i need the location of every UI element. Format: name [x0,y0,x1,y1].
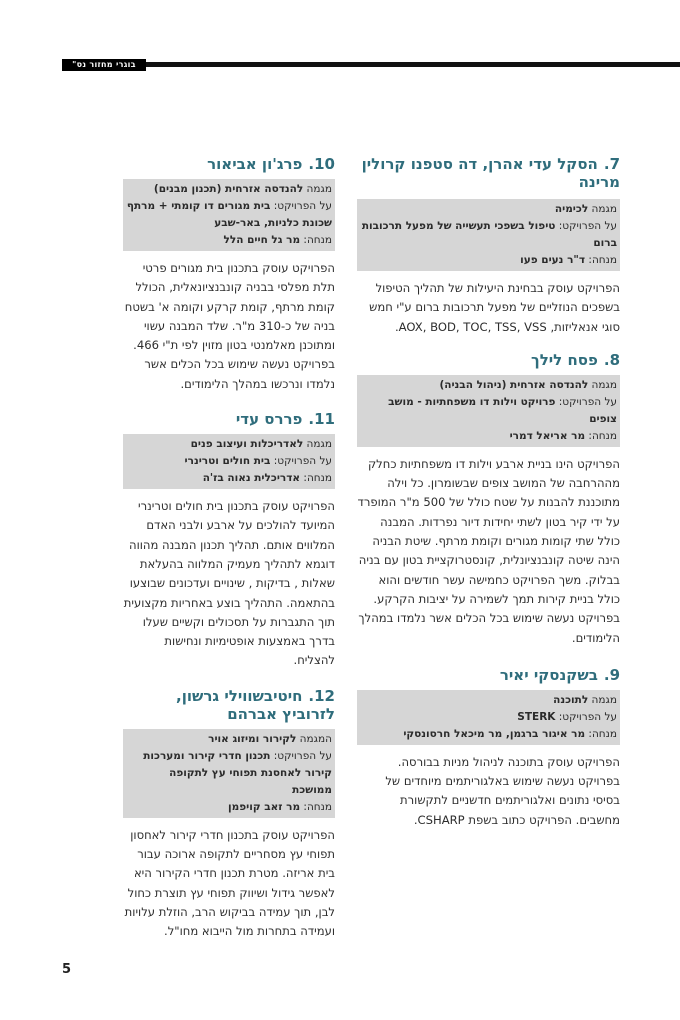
header-bar [62,62,680,67]
project-description: הפרויקט הינו בניית ארבע וילות דו משפחתיות כחלק מההרחבה של המושב צופים שבשומרון. כל וילה מתוכננת להבנות על שטח כולל של 500 מ"ר המופרד על ידי קיר בטון לשתי יחידות דיור נפרדות. המבנה כולל שתי קומות מגורים וקומת מרתף. שיטת הבניה הינה שיטה קונבנציונלית, קונסטרוקציית בטון עם בניה בבלוק. משך הפרויקט כחמישה עשר חודשים והוא כולל בניית קירות תמך לשמירה על יציבות הקרקע. בפרויקט נעשה שימוש בכל הכלים אשר נלמדו במהלך הלימודים. [357,456,620,645]
project-description: הפרויקט עוסק בתוכנה לניהול מניות בבורסה. בפרויקט נעשה שימוש באלגוריתמים מיוחדים של בסיסי נתונים ואלגוריתמים חדשניים לתקשורת מחשבים. הפרויקט כתוב בשפת CSHARP. [385,754,620,827]
project-12 [123,687,335,942]
section-badge: בוגרי מחזור נס" [62,59,146,71]
project-description: הפרויקט עוסק בתכנון חדרי קירור לאחסון תפוחי עץ מסחריים לתקופה ארוכה עבור בית אריזה. מטרת תכנון חדרי הקירור היא לאפשר גידול ושיווק תפוחי עץ תוצרת כחול לבן, תוך עמידה בביקוש הרב, הוזלת עלויות ועמידה בתחרות מול הייבוא מחו"ל. [124,827,335,939]
project-title: 11.פררס עדי [235,410,335,429]
left-column [123,155,335,942]
project-meta: המגמה לקירור ומיזוג אויר על הפרויקט: תכנון חדרי קירור ומערכות קירור לאחסנת תפוחי עץ לתקופה ממושכת מנחה: מר זאב קויפמן [123,729,335,818]
project-meta: מגמה לכימיה על הפרויקט: טיפול בשפכי תעשייה של מפעל תרכובות ברום מנחה: ד"ר נעים פעו [357,199,620,271]
project-meta: מגמה לאדריכלות ועיצוב פנים על הפרויקט: בית חולים וטרינרי מנחה: אדריכלית נאוה בז'ה [123,434,335,489]
project-description: הפרויקט עוסק בתכנון בית חולים וטרינרי המיועד להולכים על ארבע ולבני האדם המלווים אותם. תהליך תכנון המבנה מהווה דוגמא לתהליך מעמיק המלווה בהעלאת שאלות , בדיקות , שינויים ועדכונים שבוצעו בהתאמה. התהליך בוצע באחריות מקצועית תוך התגברות על תסכולים וקשיים שעלו בדרך באמצעות אופטימיות ונחישות להצליח. [123,499,335,668]
project-description: הפרויקט עוסק בתכנון בית מגורים פרטי תלת מפלסי בבניה קונבנציונאלית, הכולל קומת מרתף, קומת קרקע וקומה א' בשטח בניה של כ-310 מ"ר. שלד המבנה עשוי ומתוכנן מאלמנטי בטון מזוין לפי ת"י 466. בפרויקט נעשה שימוש בכל הכלים אשר נלמדו ונרכשו במהלך הלימודים. [124,261,335,391]
page-number: 5 [62,962,72,977]
project-meta: מגמה להנדסה אזרחית (ניהול הבניה) על הפרויקט: פרויקט וילות דו משפחתיות - מושב צופים מנחה: מר אריאל דמרי [357,375,620,447]
right-column [357,155,620,830]
project-11 [123,410,335,671]
project-meta: מגמה להנדסה אזרחית (תכנון מבנים) על הפרויקט: בית מגורים דו קומתי + מרתף שכונת כלניות, באר-שבע מנחה: מר גל חיים הלל [123,179,335,251]
project-description: הפרויקט עוסק בבחינת היעילות של תהליך הטיפול בשפכים הנוזליים של מפעל תרכובות ברום ע"י חמש סוגי אנאליזות, AOX, BOD, TOC, TSS, VSS. [369,281,620,334]
project-9 [357,666,620,830]
project-meta: מגמה לתוכנה על הפרויקט: STERK מנחה: מר איגור ברגמן, מר מיכאל חרסונסקי [357,690,620,745]
project-title: 9.בשקנסקי יאיר [499,665,620,684]
project-8 [357,351,620,648]
project-title: 10.פרג'ון אביאור [207,155,335,173]
project-title: 8.פסח לילך [531,350,620,369]
project-title: 7.הסקל עדי אהרן, דה סטפנו קרולין מרינה [361,155,620,191]
project-10 [123,155,335,394]
project-7 [357,155,620,337]
project-title: 12.חיטיבשווילי גרשון, לזרוביץ אברהם [176,686,335,723]
